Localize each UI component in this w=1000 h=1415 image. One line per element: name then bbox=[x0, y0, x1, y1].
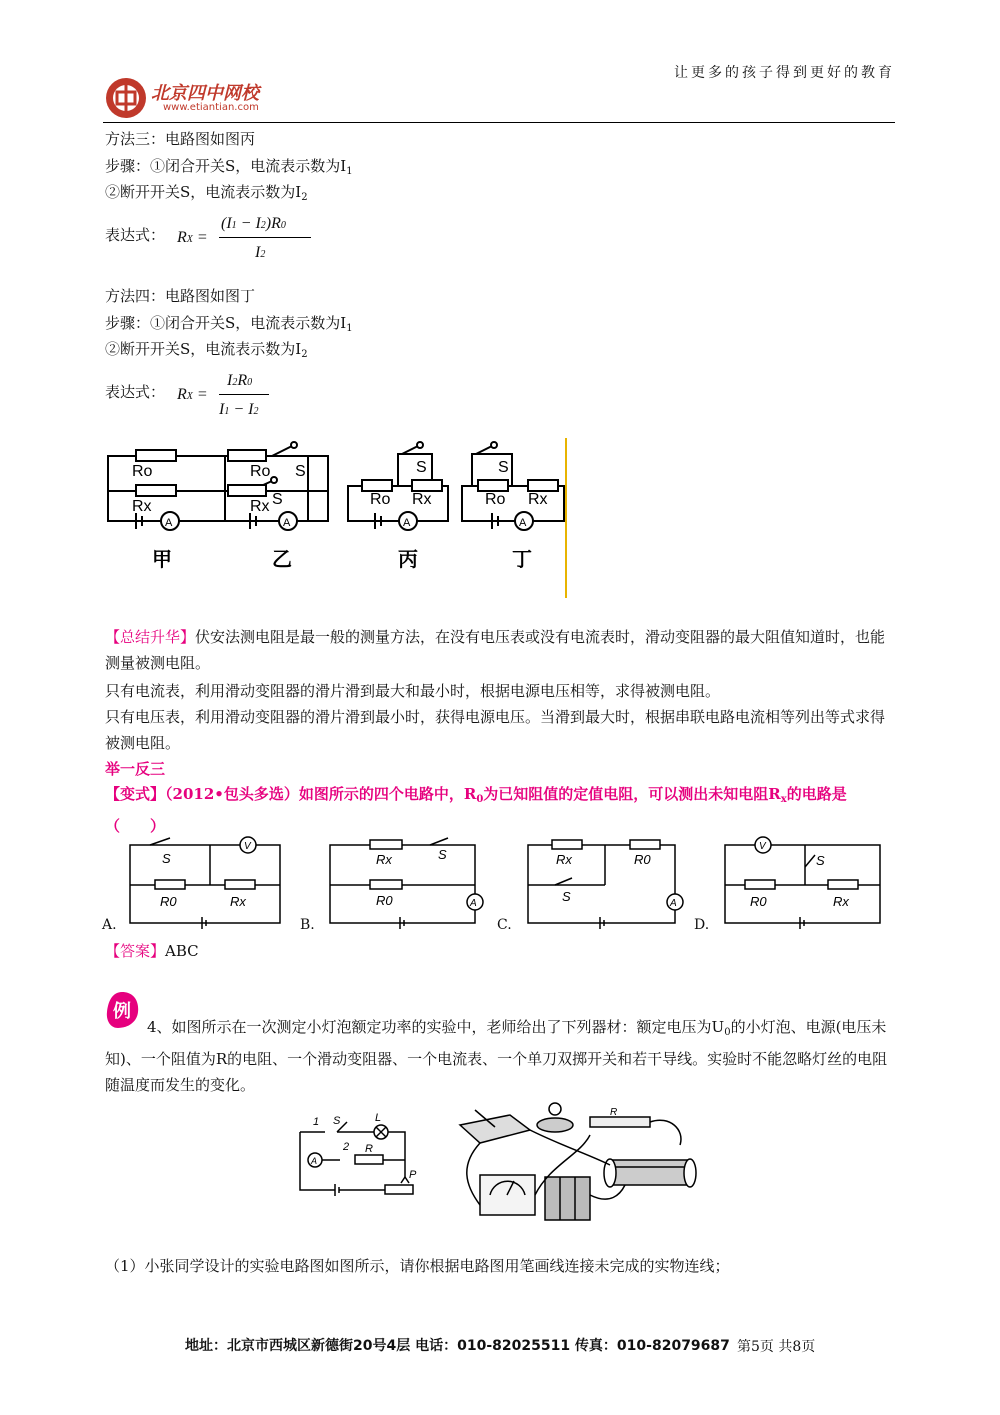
a-r0-label: R0 bbox=[160, 894, 177, 909]
header-rule bbox=[103, 122, 895, 123]
practice-q-b: 为已知阻值的定值电阻，可以测出未知电阻R bbox=[483, 785, 781, 803]
figure-circuits-1 bbox=[100, 436, 580, 601]
summary-paragraph-1 bbox=[105, 624, 895, 676]
b-ammeter: A bbox=[470, 898, 477, 909]
answer-line bbox=[105, 940, 199, 962]
method3-step1-text: 步骤：①闭合开关S，电流表示数为I bbox=[105, 157, 347, 175]
c3-ammeter: A bbox=[403, 517, 411, 529]
practice-tag: 【变式】 bbox=[105, 785, 166, 803]
option-a: A. bbox=[102, 917, 117, 933]
option-d: D. bbox=[694, 917, 710, 933]
a-s-label: S bbox=[162, 851, 171, 866]
ex4-ammeter: A bbox=[311, 1156, 318, 1166]
method3-step2 bbox=[105, 181, 308, 209]
example4-text-a: 4、如图所示在一次测定小灯泡额定功率的实验中，老师给出了下列器材：额定电压为U bbox=[147, 1018, 725, 1036]
c-ammeter: A bbox=[670, 898, 677, 909]
a-rx-label: Rx bbox=[230, 894, 246, 909]
logo-emblem-icon bbox=[103, 75, 153, 121]
method3-step1 bbox=[105, 155, 353, 183]
method4-step1-sub: 1 bbox=[346, 323, 353, 334]
summary-paragraph-2: 只有电流表，利用滑动变阻器的滑片滑到最大和最小时，根据电源电压相等，求得被测电阻。 bbox=[105, 682, 721, 700]
practice-heading: 举一反三 bbox=[105, 760, 166, 778]
practice-q-a: （2012•包头多选）如图所示的四个电路中，R bbox=[165, 785, 477, 803]
summary-text-1: 伏安法测电阻是最一般的测量方法，在没有电压表或没有电流表时，滑动变阻器的最大阻值知道时，也能测量被测电阻。 bbox=[105, 628, 886, 672]
c4-ammeter: A bbox=[519, 517, 527, 529]
method4-expr-label: 表达式： bbox=[105, 383, 166, 401]
ex4-label-2: 2 bbox=[343, 1141, 350, 1153]
summary-tag: 【总结升华】 bbox=[105, 628, 196, 646]
summary-paragraph-3: 只有电压表，利用滑动变阻器的滑片滑到最小时，获得电源电压。当滑到最大时，根据串联电路电流相等列出等式求得被测电阻。 bbox=[105, 708, 886, 752]
c3-rx-label: Rx bbox=[412, 491, 432, 508]
method3-step2-sub: 2 bbox=[301, 192, 308, 203]
method4-step1 bbox=[105, 312, 353, 340]
b-r0-label: R0 bbox=[376, 893, 393, 908]
caption-bing: 丙 bbox=[398, 549, 418, 571]
b-rx-label: Rx bbox=[376, 852, 392, 867]
method3-step2-text: ②断开开关S，电流表示数为I bbox=[105, 183, 302, 201]
example4-circuit bbox=[295, 1112, 420, 1197]
figure-circuits-2 bbox=[100, 835, 890, 935]
c-r0-label: R0 bbox=[634, 852, 651, 867]
c2-rx-label: Rx bbox=[250, 498, 270, 515]
caption-ding: 丁 bbox=[512, 549, 532, 571]
c1-rx-label: Rx bbox=[132, 498, 152, 515]
c3-s-label: S bbox=[416, 459, 427, 476]
header-slogan: 让更多的孩子得到更好的教育 bbox=[674, 65, 895, 81]
answer-text: ABC bbox=[165, 942, 199, 960]
d-s-label: S bbox=[816, 853, 825, 868]
practice-q-subx: x bbox=[780, 794, 787, 805]
c2-s-label: S bbox=[295, 463, 306, 480]
caption-yi: 乙 bbox=[272, 549, 292, 571]
logo bbox=[103, 75, 303, 121]
method4-step2-text: ②断开开关S，电流表示数为I bbox=[105, 340, 302, 358]
footer-page: 第5页 共8页 bbox=[737, 1339, 816, 1355]
practice-question bbox=[105, 781, 895, 839]
a-voltmeter: V bbox=[244, 841, 251, 852]
c1-s-label: S bbox=[272, 491, 283, 508]
c-rx-label: Rx bbox=[556, 852, 572, 867]
d-rx-label: Rx bbox=[833, 894, 849, 909]
ex4-label-r: R bbox=[365, 1143, 373, 1155]
d-voltmeter: V bbox=[759, 841, 766, 852]
method3-title: 方法三：电路图如图丙 bbox=[105, 130, 256, 148]
c4-r0-label: Ro bbox=[485, 491, 506, 508]
caption-jia: 甲 bbox=[152, 549, 172, 571]
answer-tag: 【答案】 bbox=[105, 942, 166, 960]
c4-rx-label: Rx bbox=[528, 491, 548, 508]
c4-s-label: S bbox=[498, 459, 509, 476]
method4-step2 bbox=[105, 338, 308, 366]
practice-q-c: 的电路是（ ） bbox=[105, 785, 847, 835]
ex4-label-p: P bbox=[409, 1169, 417, 1181]
ex4-label-l: L bbox=[375, 1112, 382, 1124]
b-s-label: S bbox=[438, 847, 447, 862]
footer-address: 地址：北京市西城区新德街20号4层 电话：010-82025511 传真：010-82079687 bbox=[185, 1338, 730, 1354]
practice-q-sub0: 0 bbox=[476, 794, 484, 805]
c2-ammeter: A bbox=[283, 517, 291, 529]
method4-step2-sub: 2 bbox=[301, 349, 308, 360]
method3-expr-label: 表达式： bbox=[105, 226, 166, 244]
logo-url: www.etiantian.com bbox=[163, 102, 259, 113]
method4-title: 方法四：电路图如图丁 bbox=[105, 287, 256, 305]
example-badge-text: 例 bbox=[113, 1001, 131, 1022]
method3-step1-sub: 1 bbox=[346, 166, 353, 177]
option-b: B. bbox=[300, 917, 315, 933]
apparatus-label-r: R bbox=[610, 1107, 618, 1118]
c2-r0-label: Ro bbox=[250, 463, 271, 480]
example4-text bbox=[105, 1014, 895, 1098]
logo-text: 北京四中网校 bbox=[151, 83, 259, 104]
c1-r0-label: Ro bbox=[132, 463, 153, 480]
d-r0-label: R0 bbox=[750, 894, 767, 909]
method4-step1-text: 步骤：①闭合开关S，电流表示数为I bbox=[105, 314, 347, 332]
ex4-label-s: S bbox=[333, 1115, 341, 1127]
c3-r0-label: Ro bbox=[370, 491, 391, 508]
c1-ammeter: A bbox=[165, 517, 173, 529]
option-c: C. bbox=[497, 917, 512, 933]
question-1: （1）小张同学设计的实验电路图如图所示，请你根据电路图用笔画线连接未完成的实物连线； bbox=[105, 1257, 730, 1275]
example4-text-b: 的小灯泡、电源(电压未知)、一个阻值为R的电阻、一个滑动变阻器、一个电流表、一个单刀双掷开关和若干导线。实验时不能忽略灯丝的电阻随温度而发生的变化。 bbox=[105, 1018, 888, 1094]
apparatus-illustration bbox=[450, 1095, 720, 1230]
ex4-label-1: 1 bbox=[313, 1116, 320, 1128]
example4-text-sub: 0 bbox=[724, 1027, 731, 1038]
c-s-label: S bbox=[562, 889, 571, 904]
